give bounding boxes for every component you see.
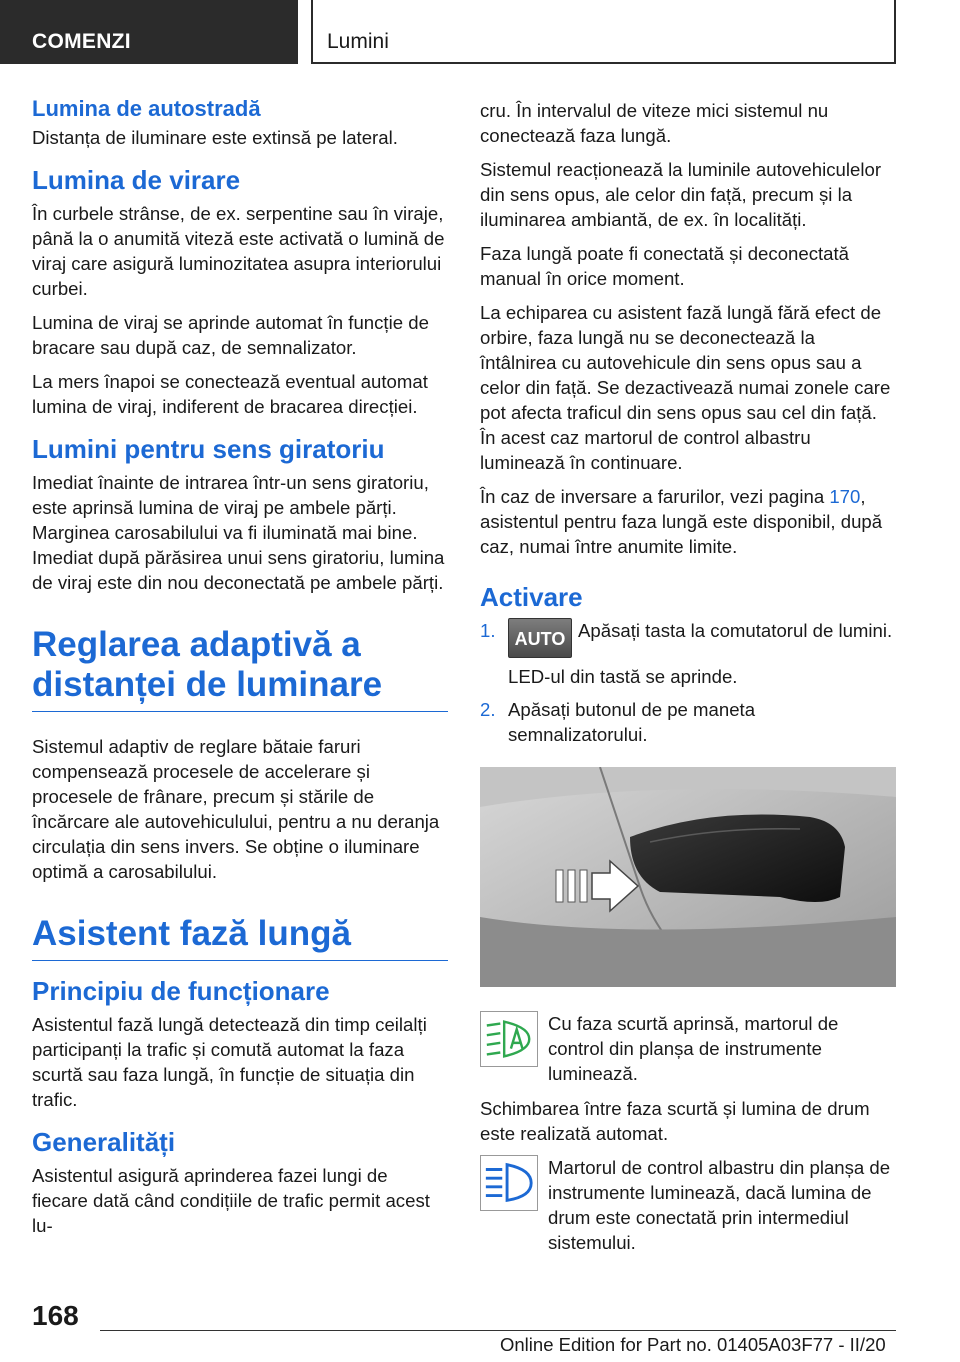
paragraph: În curbele strânse, de ex. serpentine sau în viraje, până la o anumită viteză este activată o lumină de viraj care asigură luminozitatea asupra interiorului curbei. (32, 203, 445, 299)
paragraph: Sistemul reacționează la luminile autovehiculelor din sens opus, ale celor din față, precum și la iluminarea ambiantă, de ex. în localități. (480, 159, 882, 230)
paragraph: La mers înapoi se conectează eventual automat lumina de viraj, indiferent de bracarea direcției. (32, 371, 428, 417)
step-2: 2. Apăsați butonul de pe maneta semnalizatorului. (480, 699, 756, 745)
heading-roundabout-light: Lumini pentru sens giratoriu (32, 434, 385, 464)
footer-divider (100, 1330, 896, 1331)
chapter-label: COMENZI (0, 0, 298, 64)
paragraph: Sistemul adaptiv de reglare bătaie faruri compensează procesele de accelerare și procesele de frânare, precum și stările de încărcare ale autovehiculului, pentru a nu deranja circulația din sens invers. Se obține o iluminare optimă a carosabilului. (32, 736, 440, 882)
high-beam-assist-green-icon (480, 1011, 538, 1067)
paragraph: Schimbarea între faza scurtă și lumina de drum este realizată automat. (480, 1098, 870, 1144)
paragraph: cru. În intervalul de viteze mici sistemul nu conectează faza lungă. (480, 100, 829, 146)
edition-label: Online Edition for Part no. 01405A03F77 - II/20 (500, 1334, 886, 1355)
step-1: 1. AUTO Apăsați tasta la comutatorul de lumini. LED-ul din tastă se aprinde. (480, 620, 893, 687)
indicator-low-beam (480, 1011, 896, 1086)
paragraph: Imediat înainte de intrarea într-un sens giratoriu, este aprinsă lumina de viraj pe ambele părți. Marginea carosabilului va fi iluminată mai bine. Imediat după părăsirea unui sens giratoriu, lumina de viraj este din nou deconectată pe ambele părți. (32, 472, 445, 593)
paragraph: Distanța de iluminare este extinsă pe lateral. (32, 127, 398, 148)
indicator-high-beam-text: Martorul de control albastru din planșa de instrumente luminează, dacă lumina de drum este conectată prin intermediul sistemului. (548, 1157, 891, 1253)
heading-general: Generalități (32, 1127, 176, 1157)
heading-adaptive-range: Reglarea adaptivă a distanței de luminare (32, 625, 448, 712)
heading-principle: Principiu de funcționare (32, 976, 330, 1006)
heading-motorway-light: Lumina de autostradă (32, 96, 261, 121)
auto-button-icon: AUTO (508, 618, 572, 658)
left-column (32, 96, 448, 1247)
right-column (480, 98, 896, 1265)
paragraph: La echiparea cu asistent fază lungă fără efect de orbire, faza lungă nu se deconectează la întâlnirea cu autovehicule din sens opus sau a celor din față. Se dezactivează numai zonele care pot afecta traficul din sens opus sau cel din față. În acest caz martorul de control albastru luminează în continuare. (480, 302, 891, 473)
section-label: Lumini (311, 0, 896, 64)
page-number: 168 (32, 1300, 79, 1331)
page-footer (0, 1290, 960, 1362)
high-beam-blue-icon (480, 1155, 538, 1211)
heading-activation: Activare (480, 582, 583, 612)
indicator-low-beam-text: Cu faza scurtă aprinsă, martorul de control din planșa de instrumente luminează. (548, 1013, 839, 1084)
paragraph: Lumina de viraj se aprinde automat în funcție de bracare sau după caz, de semnalizator. (32, 312, 429, 358)
heading-turning-light: Lumina de virare (32, 165, 241, 195)
indicator-high-beam (480, 1155, 896, 1255)
paragraph: În caz de inversare a farurilor, vezi pagina 170, asistentul pentru faza lungă este disponibil, după caz, numai între anumite limite. (480, 486, 883, 557)
page-reference-link[interactable]: 170 (829, 486, 861, 507)
heading-high-beam-assistant: Asistent fază lungă (32, 914, 448, 961)
turn-signal-lever-illustration (480, 767, 896, 987)
paragraph: Asistentul fază lungă detectează din timp ceilalți participanți la trafic și comută automat la faza scurtă sau faza lungă, în funcție de situația din trafic. (32, 1014, 427, 1110)
page-header (0, 0, 960, 66)
paragraph: Asistentul asigură aprinderea fazei lungi de fiecare dată când condițiile de trafic permit acest lu- (32, 1165, 430, 1236)
paragraph: Faza lungă poate fi conectată și deconectată manual în orice moment. (480, 243, 850, 289)
